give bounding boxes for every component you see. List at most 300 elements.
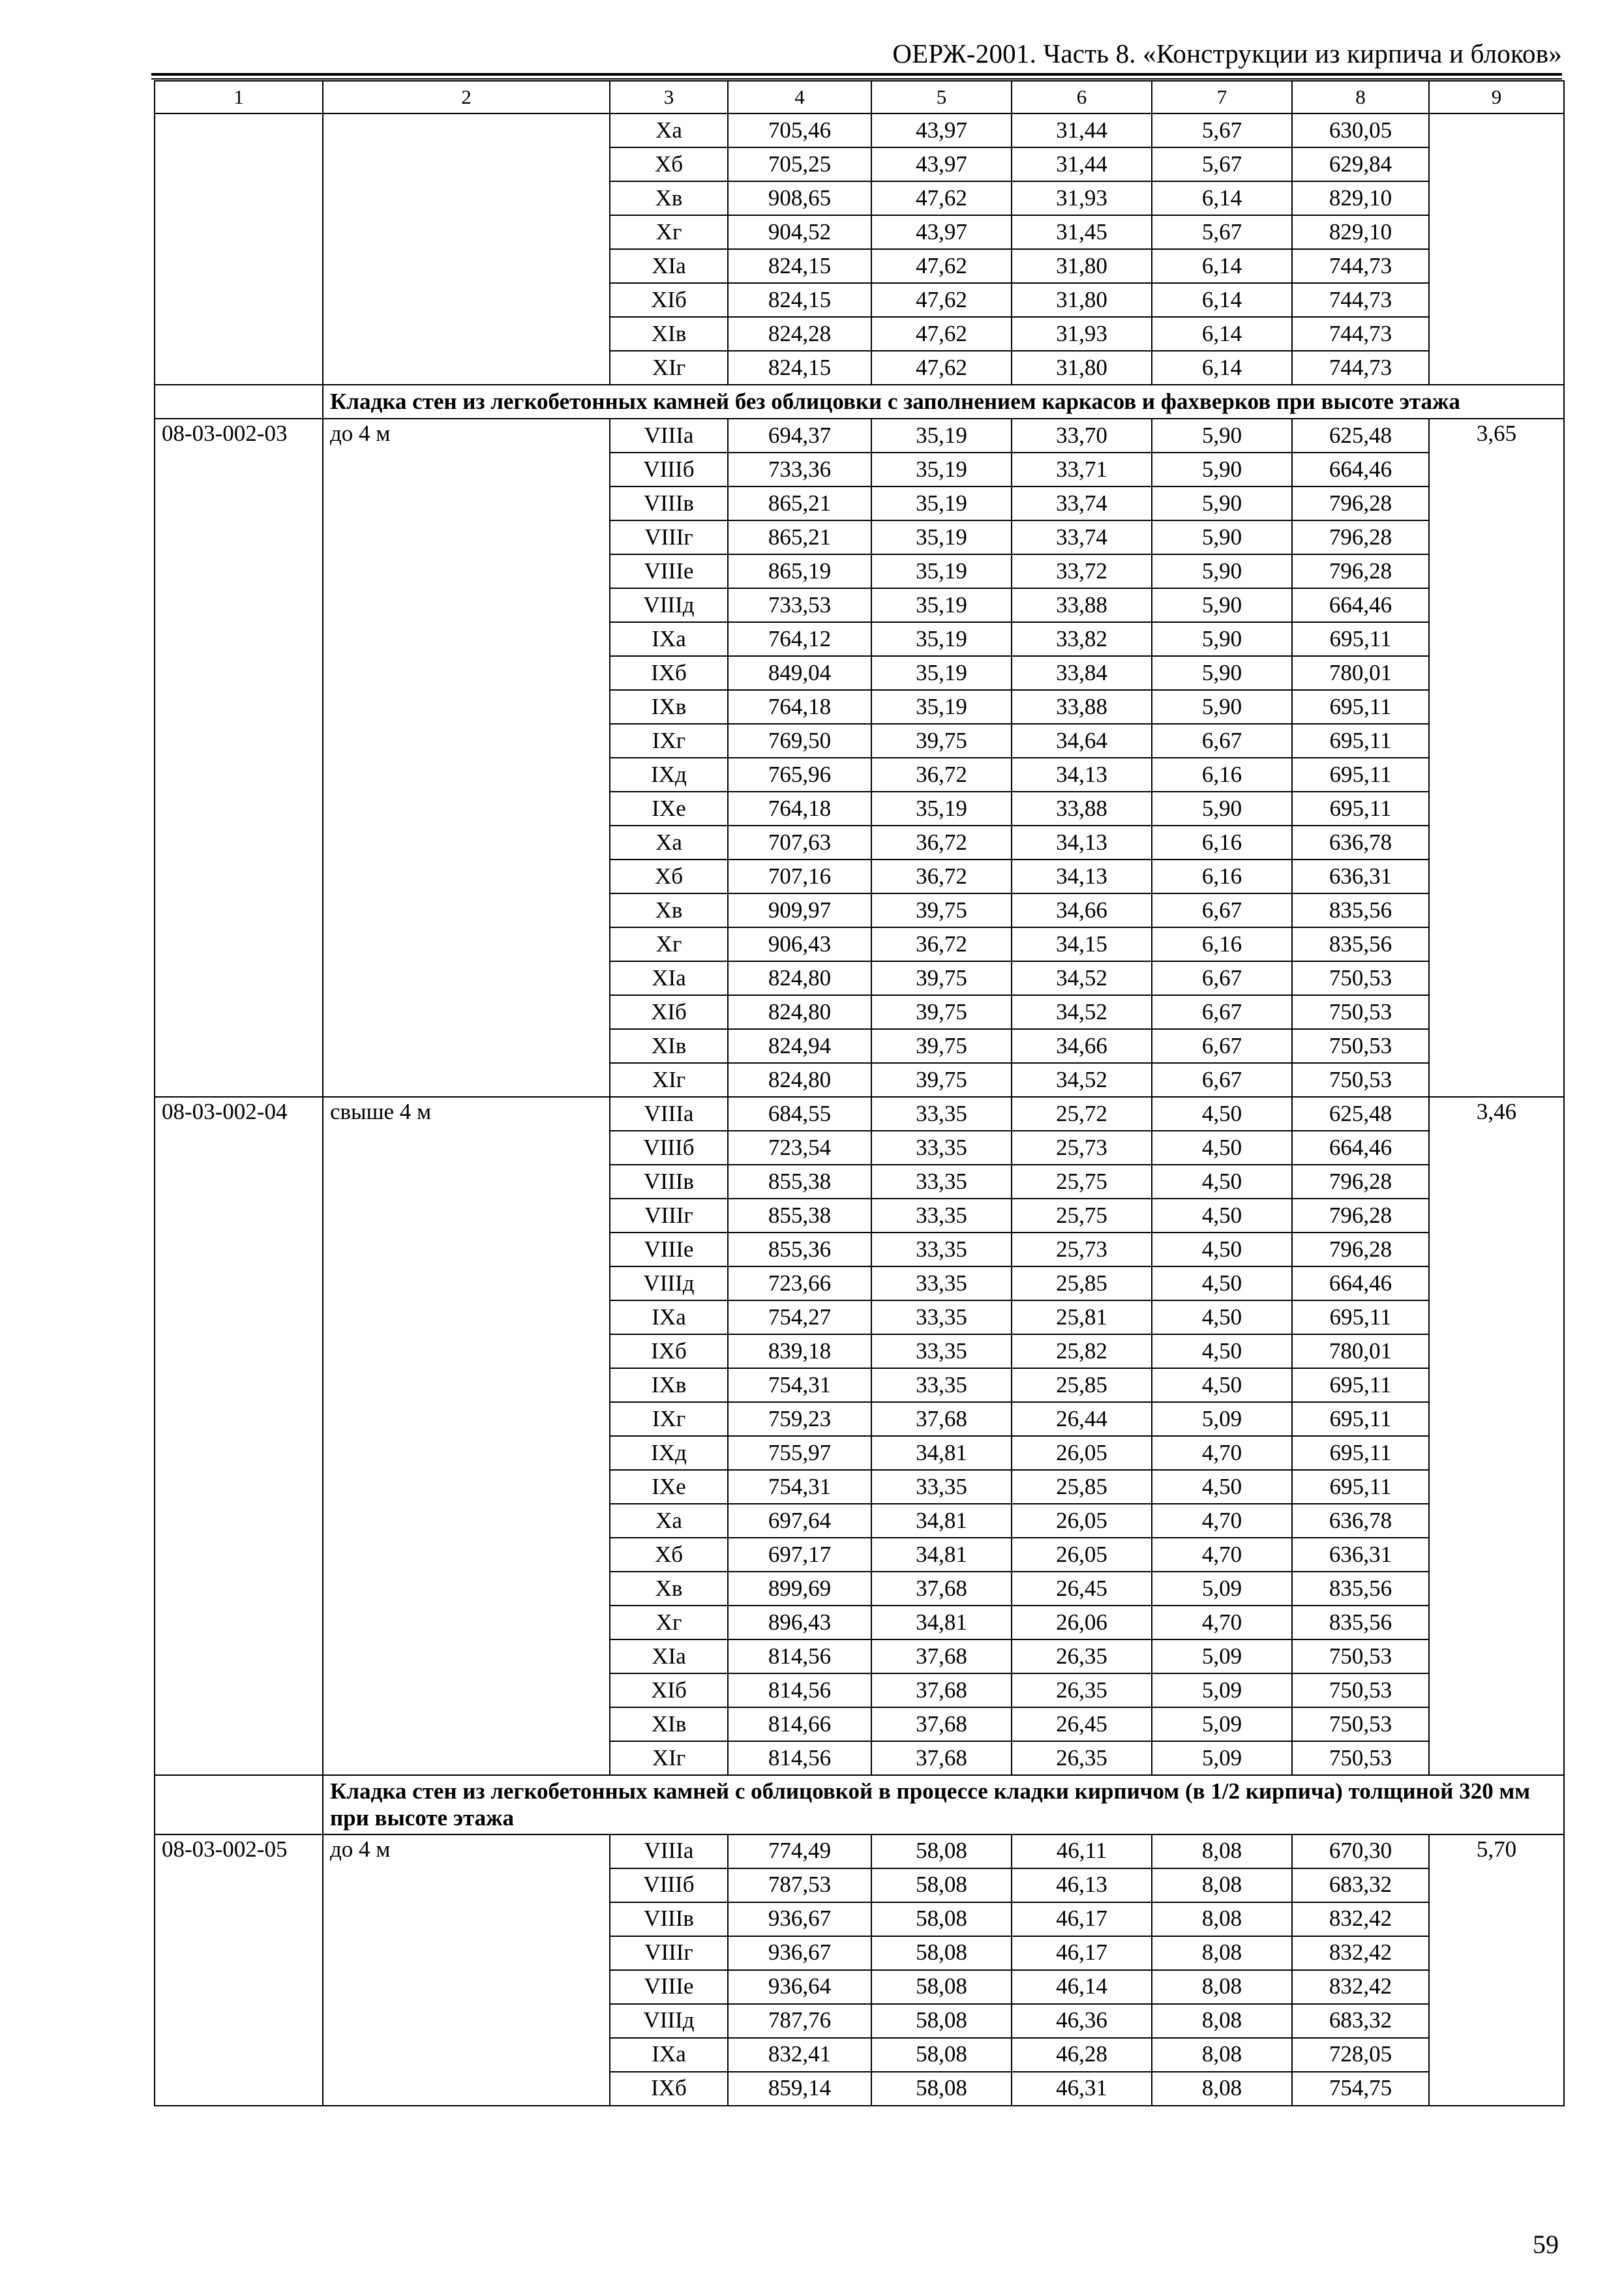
zone-code-cell: VIIIг [610,1936,728,1970]
total-cost-cell: 733,36 [728,453,871,486]
machinist-wages-cell: 4,70 [1152,1606,1292,1639]
machine-cost-cell: 33,71 [1012,453,1152,486]
labor-wages-cell: 35,19 [871,622,1012,656]
machinist-wages-cell: 6,67 [1152,1029,1292,1063]
total-cost-cell: 855,36 [728,1233,871,1266]
machine-cost-cell: 26,05 [1012,1504,1152,1538]
machinist-wages-cell: 5,67 [1152,147,1292,181]
machinist-wages-cell: 6,14 [1152,181,1292,215]
machinist-wages-cell: 5,90 [1152,588,1292,622]
zone-code-cell: IXд [610,758,728,792]
machinist-wages-cell: 4,70 [1152,1436,1292,1470]
zone-code-cell: VIIIд [610,588,728,622]
machinist-wages-cell: 4,50 [1152,1199,1292,1233]
labor-wages-cell: 58,08 [871,1936,1012,1970]
material-cost-cell: 683,32 [1292,2004,1429,2038]
machine-cost-cell: 33,88 [1012,588,1152,622]
zone-code-cell: Xг [610,215,728,249]
zone-code-cell: Xв [610,181,728,215]
labor-hours-cell: 5,70 [1429,1834,1564,2106]
labor-wages-cell: 35,19 [871,554,1012,588]
labor-wages-cell: 39,75 [871,724,1012,758]
labor-wages-cell: 47,62 [871,351,1012,385]
material-cost-cell: 744,73 [1292,351,1429,385]
zone-code-cell: Xб [610,147,728,181]
labor-wages-cell: 39,75 [871,1029,1012,1063]
machine-cost-cell: 33,74 [1012,486,1152,520]
material-cost-cell: 832,42 [1292,1970,1429,2004]
total-cost-cell: 705,46 [728,113,871,147]
material-cost-cell: 683,32 [1292,1868,1429,1902]
labor-wages-cell: 34,81 [871,1436,1012,1470]
zone-code-cell: XIа [610,961,728,995]
table-row [155,113,1564,147]
material-cost-cell: 744,73 [1292,317,1429,351]
zone-code-cell: IXа [610,1300,728,1334]
machinist-wages-cell: 8,08 [1152,1868,1292,1902]
machine-cost-cell: 25,85 [1012,1368,1152,1402]
machine-cost-cell: 46,11 [1012,1834,1152,1868]
zone-code-cell: VIIIв [610,1902,728,1936]
zone-code-cell: VIIIв [610,486,728,520]
machinist-wages-cell: 6,14 [1152,283,1292,317]
material-cost-cell: 695,11 [1292,724,1429,758]
material-cost-cell: 664,46 [1292,588,1429,622]
zone-code-cell: IXв [610,690,728,724]
machinist-wages-cell: 8,08 [1152,1902,1292,1936]
machine-cost-cell: 33,70 [1012,419,1152,453]
labor-wages-cell: 58,08 [871,2004,1012,2038]
zone-code-cell: IXб [610,656,728,690]
material-cost-cell: 636,78 [1292,1504,1429,1538]
machinist-wages-cell: 8,08 [1152,2038,1292,2072]
labor-wages-cell: 43,97 [871,147,1012,181]
total-cost-cell: 759,23 [728,1402,871,1436]
total-cost-cell: 824,28 [728,317,871,351]
material-cost-cell: 636,78 [1292,826,1429,860]
zone-code-cell: XIа [610,249,728,283]
zone-code-cell: XIб [610,1673,728,1707]
norm-name: свыше 4 м [323,1097,610,1775]
zone-code-cell: VIIIд [610,2004,728,2038]
material-cost-cell: 754,75 [1292,2072,1429,2106]
material-cost-cell: 835,56 [1292,1572,1429,1606]
total-cost-cell: 769,50 [728,724,871,758]
zone-code-cell: XIв [610,1707,728,1741]
zone-code-cell: Xг [610,927,728,961]
machinist-wages-cell: 6,14 [1152,317,1292,351]
total-cost-cell: 909,97 [728,893,871,927]
zone-code-cell: VIIIг [610,520,728,554]
machine-cost-cell: 33,74 [1012,520,1152,554]
total-cost-cell: 906,43 [728,927,871,961]
zone-code-cell: XIг [610,1741,728,1775]
labor-wages-cell: 35,19 [871,453,1012,486]
labor-hours-cell [1429,113,1564,385]
machinist-wages-cell: 5,09 [1152,1741,1292,1775]
material-cost-cell: 829,10 [1292,181,1429,215]
labor-wages-cell: 58,08 [871,1970,1012,2004]
machinist-wages-cell: 6,16 [1152,860,1292,893]
machine-cost-cell: 31,44 [1012,113,1152,147]
machine-cost-cell: 26,05 [1012,1538,1152,1572]
zone-code-cell: VIIIб [610,1131,728,1165]
labor-wages-cell: 35,19 [871,419,1012,453]
material-cost-cell: 728,05 [1292,2038,1429,2072]
total-cost-cell: 723,54 [728,1131,871,1165]
labor-wages-cell: 39,75 [871,893,1012,927]
total-cost-cell: 824,94 [728,1029,871,1063]
machinist-wages-cell: 8,08 [1152,1970,1292,2004]
material-cost-cell: 796,28 [1292,554,1429,588]
machinist-wages-cell: 5,90 [1152,690,1292,724]
column-number-row [155,81,1564,113]
machinist-wages-cell: 5,67 [1152,113,1292,147]
zone-code-cell: XIг [610,1063,728,1097]
machine-cost-cell: 46,28 [1012,2038,1152,2072]
material-cost-cell: 780,01 [1292,656,1429,690]
material-cost-cell: 750,53 [1292,1063,1429,1097]
labor-wages-cell: 47,62 [871,181,1012,215]
total-cost-cell: 896,43 [728,1606,871,1639]
column-number-cell: 3 [610,81,728,113]
machine-cost-cell: 46,14 [1012,1970,1152,2004]
labor-wages-cell: 43,97 [871,113,1012,147]
machine-cost-cell: 46,13 [1012,1868,1152,1902]
material-cost-cell: 750,53 [1292,961,1429,995]
zone-code-cell: XIв [610,1029,728,1063]
labor-wages-cell: 37,68 [871,1639,1012,1673]
machine-cost-cell: 34,64 [1012,724,1152,758]
machinist-wages-cell: 5,09 [1152,1639,1292,1673]
zone-code-cell: IXг [610,1402,728,1436]
total-cost-cell: 936,64 [728,1970,871,2004]
machine-cost-cell: 25,82 [1012,1334,1152,1368]
machine-cost-cell: 33,88 [1012,690,1152,724]
machinist-wages-cell: 5,90 [1152,486,1292,520]
table-row [155,419,1564,453]
norms-table-body [155,81,1564,2106]
total-cost-cell: 684,55 [728,1097,871,1131]
zone-code-cell: XIг [610,351,728,385]
material-cost-cell: 750,53 [1292,1673,1429,1707]
labor-wages-cell: 58,08 [871,2038,1012,2072]
labor-wages-cell: 33,35 [871,1470,1012,1504]
machine-cost-cell: 26,05 [1012,1436,1152,1470]
machinist-wages-cell: 5,09 [1152,1572,1292,1606]
machinist-wages-cell: 8,08 [1152,1936,1292,1970]
material-cost-cell: 796,28 [1292,520,1429,554]
machine-cost-cell: 25,75 [1012,1165,1152,1199]
norm-code: 08-03-002-05 [155,1834,323,2106]
total-cost-cell: 849,04 [728,656,871,690]
labor-wages-cell: 35,19 [871,486,1012,520]
total-cost-cell: 707,16 [728,860,871,893]
column-number-cell: 9 [1429,81,1564,113]
material-cost-cell: 630,05 [1292,113,1429,147]
material-cost-cell: 835,56 [1292,927,1429,961]
labor-wages-cell: 35,19 [871,792,1012,826]
labor-wages-cell: 36,72 [871,860,1012,893]
material-cost-cell: 664,46 [1292,453,1429,486]
column-number-cell: 8 [1292,81,1429,113]
material-cost-cell: 750,53 [1292,1029,1429,1063]
zone-code-cell: Xг [610,1606,728,1639]
total-cost-cell: 697,64 [728,1504,871,1538]
material-cost-cell: 835,56 [1292,1606,1429,1639]
zone-code-cell: VIIIа [610,1834,728,1868]
machinist-wages-cell: 6,67 [1152,724,1292,758]
machine-cost-cell: 34,52 [1012,1063,1152,1097]
machinist-wages-cell: 4,70 [1152,1504,1292,1538]
material-cost-cell: 832,42 [1292,1902,1429,1936]
machine-cost-cell: 31,45 [1012,215,1152,249]
machinist-wages-cell: 5,09 [1152,1707,1292,1741]
total-cost-cell: 936,67 [728,1902,871,1936]
zone-code-cell: Xв [610,893,728,927]
machinist-wages-cell: 5,90 [1152,792,1292,826]
material-cost-cell: 695,11 [1292,758,1429,792]
machine-cost-cell: 33,82 [1012,622,1152,656]
labor-wages-cell: 58,08 [871,2072,1012,2106]
zone-code-cell: VIIIд [610,1266,728,1300]
section-heading: Кладка стен из легкобетонных камней без облицовки с заполнением каркасов и фахверков при высоте этажа [323,385,1564,419]
machine-cost-cell: 34,66 [1012,893,1152,927]
machinist-wages-cell: 4,70 [1152,1538,1292,1572]
labor-wages-cell: 33,35 [871,1131,1012,1165]
total-cost-cell: 814,56 [728,1639,871,1673]
machinist-wages-cell: 5,09 [1152,1673,1292,1707]
labor-wages-cell: 37,68 [871,1707,1012,1741]
total-cost-cell: 814,66 [728,1707,871,1741]
machinist-wages-cell: 5,09 [1152,1402,1292,1436]
machine-cost-cell: 34,13 [1012,758,1152,792]
labor-hours-cell: 3,65 [1429,419,1564,1097]
machine-cost-cell: 26,44 [1012,1402,1152,1436]
machinist-wages-cell: 4,50 [1152,1097,1292,1131]
machine-cost-cell: 31,80 [1012,351,1152,385]
zone-code-cell: VIIIа [610,419,728,453]
machinist-wages-cell: 5,67 [1152,215,1292,249]
total-cost-cell: 832,41 [728,2038,871,2072]
machine-cost-cell: 26,35 [1012,1741,1152,1775]
section-code-cell [155,1775,323,1834]
machine-cost-cell: 26,35 [1012,1673,1152,1707]
material-cost-cell: 796,28 [1292,1233,1429,1266]
material-cost-cell: 625,48 [1292,1097,1429,1131]
zone-code-cell: IXд [610,1436,728,1470]
total-cost-cell: 824,15 [728,351,871,385]
total-cost-cell: 707,63 [728,826,871,860]
total-cost-cell: 694,37 [728,419,871,453]
zone-code-cell: VIIIб [610,453,728,486]
material-cost-cell: 664,46 [1292,1266,1429,1300]
material-cost-cell: 670,30 [1292,1834,1429,1868]
machinist-wages-cell: 6,16 [1152,758,1292,792]
section-heading: Кладка стен из легкобетонных камней с облицовкой в процессе кладки кирпичом (в 1/2 кирпича) толщиной 320 мм при высоте этажа [323,1775,1564,1834]
machine-cost-cell: 34,15 [1012,927,1152,961]
machine-cost-cell: 46,17 [1012,1902,1152,1936]
machine-cost-cell: 34,13 [1012,860,1152,893]
machine-cost-cell: 34,66 [1012,1029,1152,1063]
total-cost-cell: 865,21 [728,520,871,554]
total-cost-cell: 733,53 [728,588,871,622]
machinist-wages-cell: 5,90 [1152,656,1292,690]
zone-code-cell: IXб [610,2072,728,2106]
zone-code-cell: IXе [610,1470,728,1504]
material-cost-cell: 744,73 [1292,283,1429,317]
machinist-wages-cell: 4,50 [1152,1470,1292,1504]
material-cost-cell: 636,31 [1292,1538,1429,1572]
material-cost-cell: 695,11 [1292,1300,1429,1334]
column-number-cell: 1 [155,81,323,113]
machine-cost-cell: 25,73 [1012,1131,1152,1165]
column-number-cell: 5 [871,81,1012,113]
total-cost-cell: 754,27 [728,1300,871,1334]
norm-name: до 4 м [323,1834,610,2106]
labor-wages-cell: 33,35 [871,1334,1012,1368]
labor-wages-cell: 37,68 [871,1741,1012,1775]
machine-cost-cell: 46,31 [1012,2072,1152,2106]
machinist-wages-cell: 5,90 [1152,622,1292,656]
material-cost-cell: 796,28 [1292,486,1429,520]
material-cost-cell: 835,56 [1292,893,1429,927]
zone-code-cell: Xб [610,860,728,893]
material-cost-cell: 695,11 [1292,1436,1429,1470]
material-cost-cell: 636,31 [1292,860,1429,893]
zone-code-cell: Xб [610,1538,728,1572]
labor-wages-cell: 33,35 [871,1300,1012,1334]
zone-code-cell: VIIIе [610,554,728,588]
machine-cost-cell: 34,52 [1012,995,1152,1029]
machinist-wages-cell: 5,90 [1152,419,1292,453]
zone-code-cell: VIIIб [610,1868,728,1902]
material-cost-cell: 625,48 [1292,419,1429,453]
labor-wages-cell: 37,68 [871,1572,1012,1606]
total-cost-cell: 855,38 [728,1199,871,1233]
machinist-wages-cell: 8,08 [1152,2004,1292,2038]
total-cost-cell: 723,66 [728,1266,871,1300]
labor-hours-cell: 3,46 [1429,1097,1564,1775]
labor-wages-cell: 33,35 [871,1165,1012,1199]
machine-cost-cell: 26,06 [1012,1606,1152,1639]
zone-code-cell: Xа [610,1504,728,1538]
machinist-wages-cell: 4,50 [1152,1165,1292,1199]
machine-cost-cell: 31,93 [1012,181,1152,215]
total-cost-cell: 859,14 [728,2072,871,2106]
total-cost-cell: 824,15 [728,283,871,317]
norm-name [323,113,610,385]
machinist-wages-cell: 6,16 [1152,826,1292,860]
material-cost-cell: 750,53 [1292,1741,1429,1775]
zone-code-cell: IXв [610,1368,728,1402]
total-cost-cell: 774,49 [728,1834,871,1868]
machinist-wages-cell: 4,50 [1152,1300,1292,1334]
machine-cost-cell: 25,85 [1012,1470,1152,1504]
machinist-wages-cell: 6,67 [1152,893,1292,927]
labor-wages-cell: 33,35 [871,1097,1012,1131]
column-number-cell: 7 [1152,81,1292,113]
total-cost-cell: 855,38 [728,1165,871,1199]
machine-cost-cell: 34,52 [1012,961,1152,995]
labor-wages-cell: 35,19 [871,588,1012,622]
norm-code: 08-03-002-03 [155,419,323,1097]
machine-cost-cell: 26,45 [1012,1572,1152,1606]
table-row [155,1097,1564,1131]
material-cost-cell: 695,11 [1292,1402,1429,1436]
material-cost-cell: 796,28 [1292,1165,1429,1199]
material-cost-cell: 750,53 [1292,1639,1429,1673]
table-row [155,1834,1564,1868]
labor-wages-cell: 34,81 [871,1606,1012,1639]
labor-wages-cell: 33,35 [871,1233,1012,1266]
machinist-wages-cell: 6,14 [1152,351,1292,385]
material-cost-cell: 780,01 [1292,1334,1429,1368]
total-cost-cell: 824,80 [728,1063,871,1097]
labor-wages-cell: 33,35 [871,1368,1012,1402]
zone-code-cell: Xв [610,1572,728,1606]
total-cost-cell: 865,19 [728,554,871,588]
machinist-wages-cell: 6,67 [1152,995,1292,1029]
zone-code-cell: IXа [610,2038,728,2072]
total-cost-cell: 814,56 [728,1741,871,1775]
zone-code-cell: VIIIг [610,1199,728,1233]
machine-cost-cell: 26,45 [1012,1707,1152,1741]
total-cost-cell: 904,52 [728,215,871,249]
machinist-wages-cell: 6,14 [1152,249,1292,283]
machinist-wages-cell: 4,50 [1152,1266,1292,1300]
total-cost-cell: 705,25 [728,147,871,181]
labor-wages-cell: 36,72 [871,826,1012,860]
machinist-wages-cell: 8,08 [1152,1834,1292,1868]
total-cost-cell: 936,67 [728,1936,871,1970]
labor-wages-cell: 39,75 [871,1063,1012,1097]
labor-wages-cell: 34,81 [871,1504,1012,1538]
machine-cost-cell: 31,44 [1012,147,1152,181]
total-cost-cell: 787,53 [728,1868,871,1902]
norm-name: до 4 м [323,419,610,1097]
machinist-wages-cell: 4,50 [1152,1131,1292,1165]
total-cost-cell: 764,18 [728,792,871,826]
machine-cost-cell: 25,85 [1012,1266,1152,1300]
material-cost-cell: 750,53 [1292,995,1429,1029]
machinist-wages-cell: 4,50 [1152,1334,1292,1368]
labor-wages-cell: 36,72 [871,758,1012,792]
total-cost-cell: 899,69 [728,1572,871,1606]
labor-wages-cell: 33,35 [871,1266,1012,1300]
total-cost-cell: 754,31 [728,1368,871,1402]
zone-code-cell: XIв [610,317,728,351]
total-cost-cell: 754,31 [728,1470,871,1504]
machine-cost-cell: 34,13 [1012,826,1152,860]
labor-wages-cell: 47,62 [871,317,1012,351]
zone-code-cell: VIIIв [610,1165,728,1199]
total-cost-cell: 755,97 [728,1436,871,1470]
zone-code-cell: IXа [610,622,728,656]
labor-wages-cell: 34,81 [871,1538,1012,1572]
material-cost-cell: 829,10 [1292,215,1429,249]
zone-code-cell: XIб [610,995,728,1029]
zone-code-cell: IXе [610,792,728,826]
material-cost-cell: 695,11 [1292,792,1429,826]
material-cost-cell: 695,11 [1292,1470,1429,1504]
material-cost-cell: 744,73 [1292,249,1429,283]
total-cost-cell: 787,76 [728,2004,871,2038]
zone-code-cell: XIб [610,283,728,317]
machinist-wages-cell: 5,90 [1152,520,1292,554]
material-cost-cell: 629,84 [1292,147,1429,181]
total-cost-cell: 764,12 [728,622,871,656]
